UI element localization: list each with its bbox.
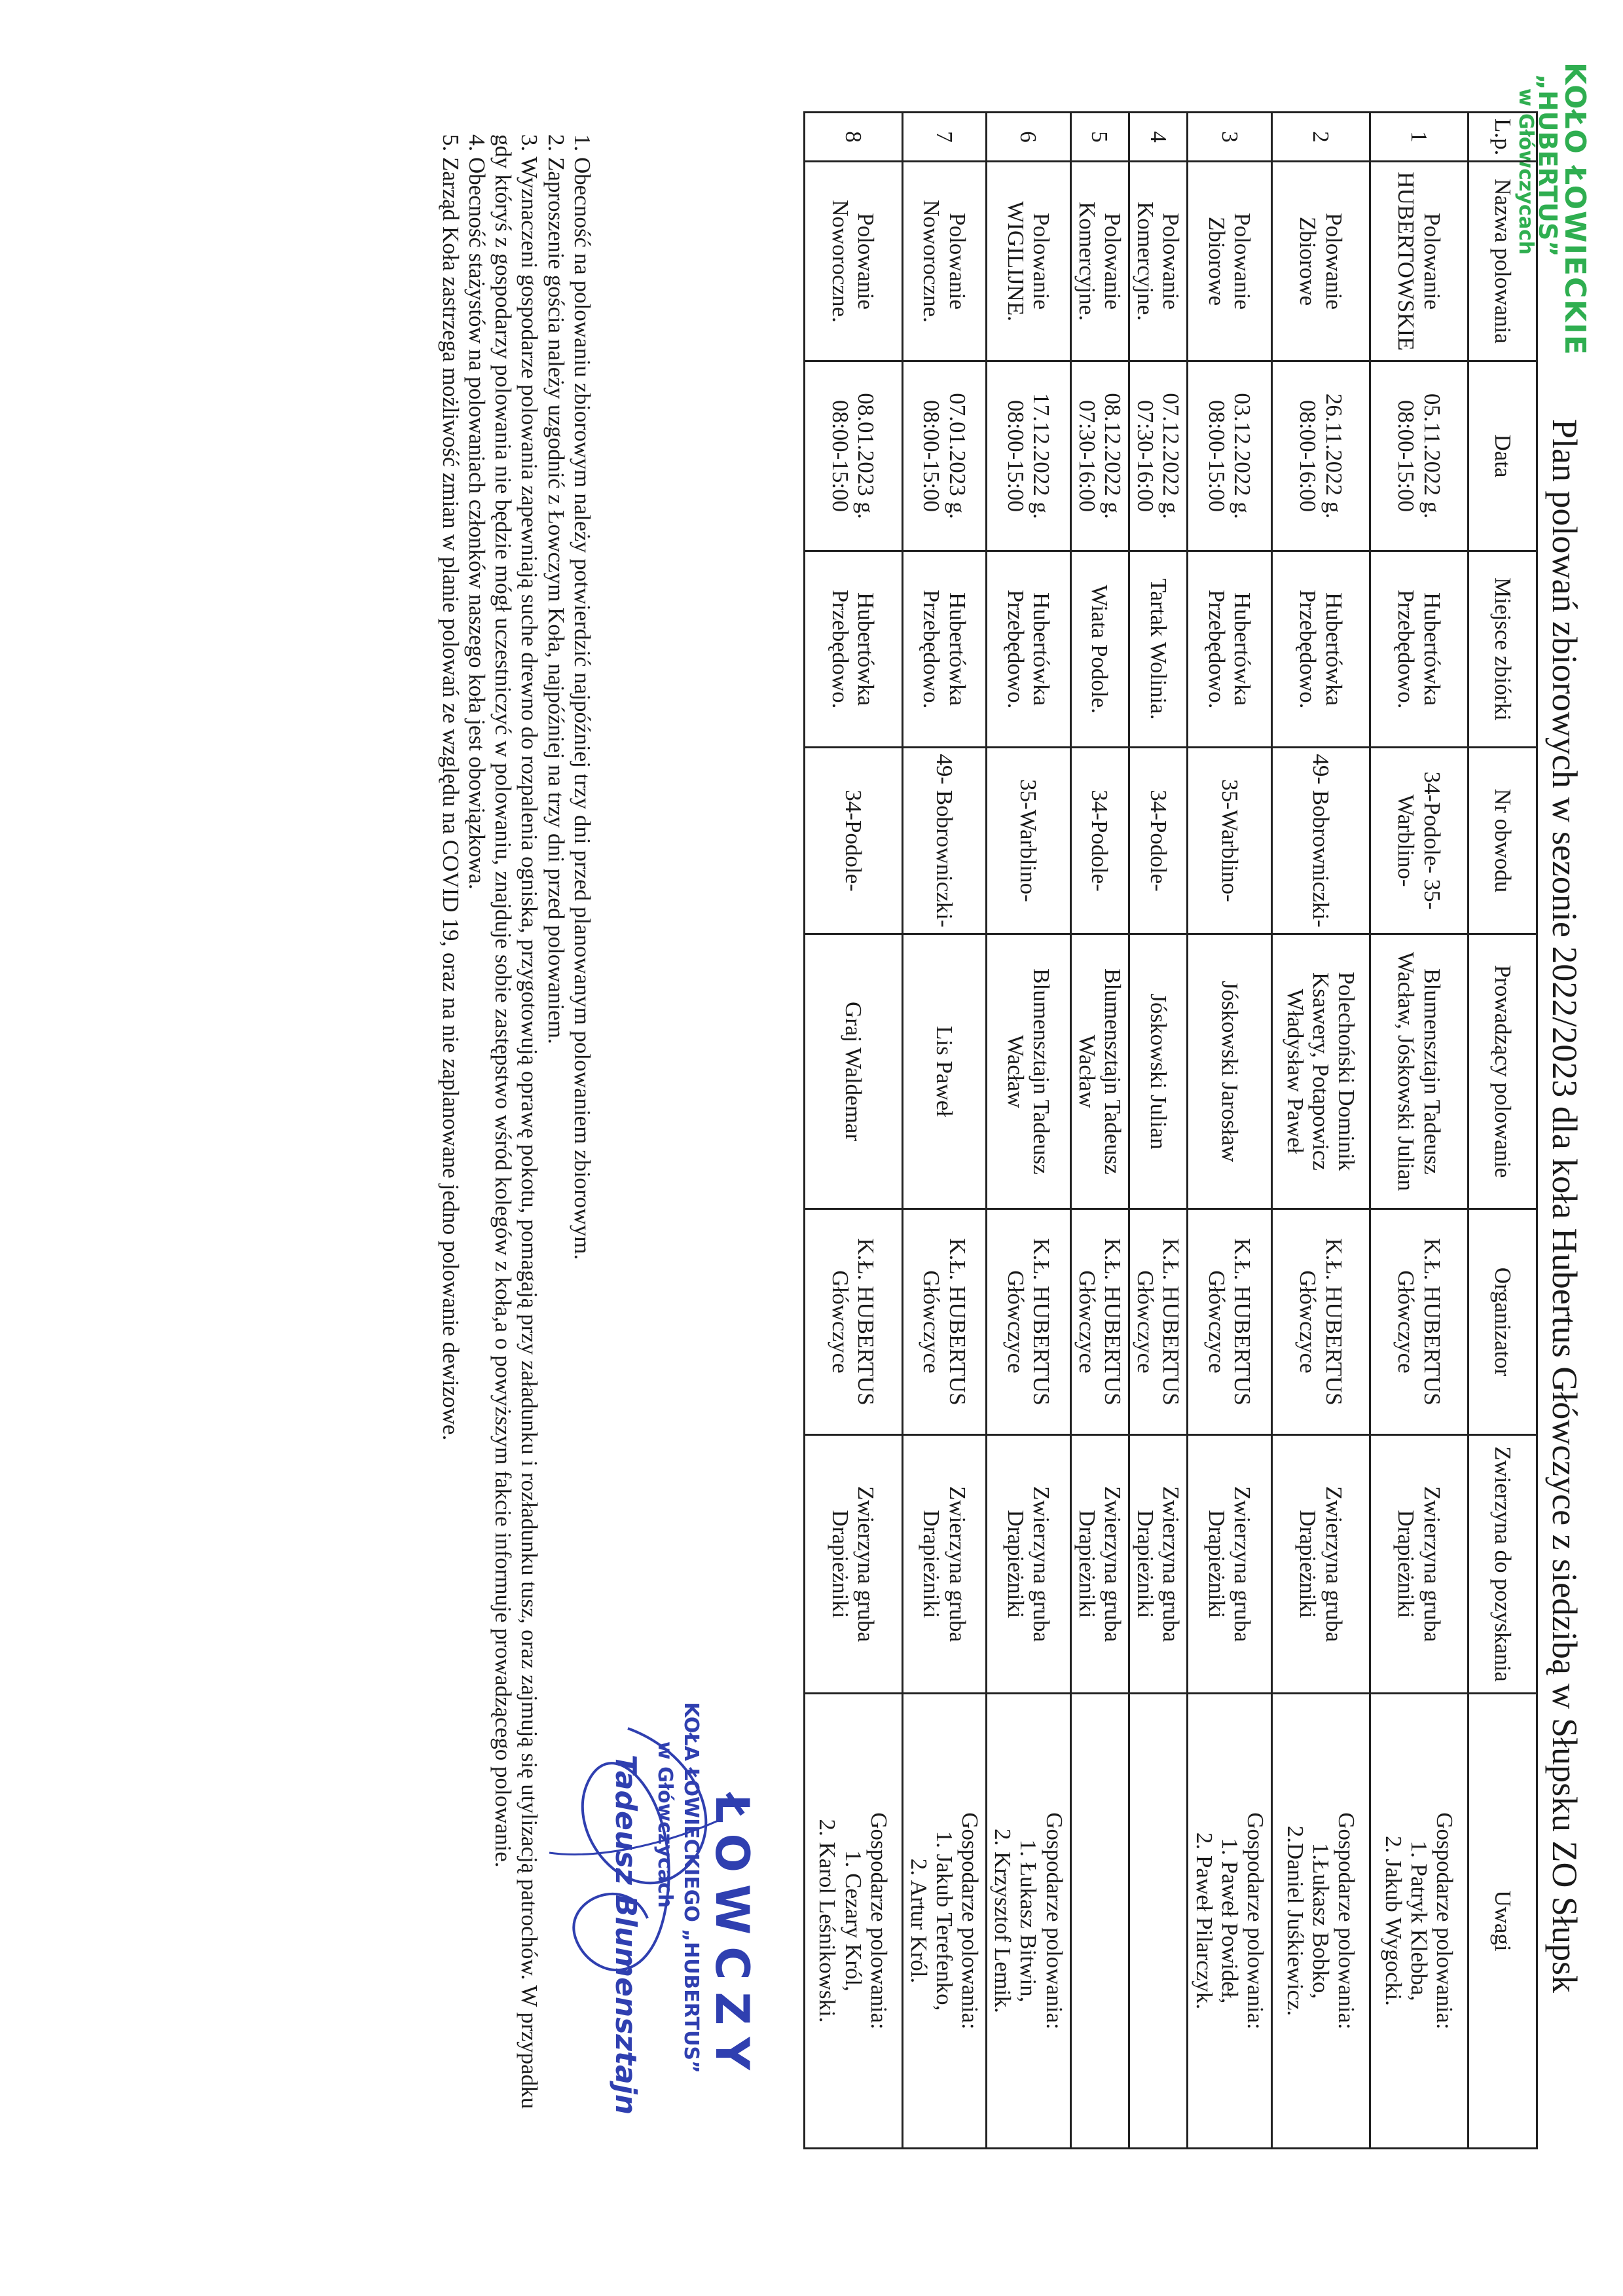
cell-place: Hubertówka Przebędowo.: [1188, 551, 1272, 748]
cell-area: 34-Podole- 35-Warblino-: [1370, 748, 1468, 934]
cell-game: Zwierzyna gruba Drapieżniki: [987, 1435, 1071, 1694]
header-area: Nr obwodu: [1468, 748, 1537, 934]
cell-lp: 7: [902, 113, 987, 162]
cell-lp: 6: [987, 113, 1071, 162]
cell-name: Polowanie WIGILIJNE.: [987, 162, 1071, 361]
cell-place: Hubertówka Przebędowo.: [1370, 551, 1468, 748]
table-row: [1188, 113, 1272, 2149]
cell-name: Polowanie Noworoczne.: [804, 162, 902, 361]
hunt-plan-table: [803, 111, 1538, 2149]
cell-place: Hubertówka Przebędowo.: [804, 551, 902, 748]
footnote-5: 5. Zarząd Koła zastrzega możliwość zmian w planie polowań ze względu na COVID 19, oraz na nie zaplanowane jedno polowanie dewizowe.: [437, 134, 464, 1441]
cell-notes: Gospodarze polowania: 1.Łukasz Bobko, 2.Daniel Juśkiewicz.: [1272, 1694, 1370, 2149]
cell-game: Zwierzyna gruba Drapieżniki: [1188, 1435, 1272, 1694]
seal-name: Tadeusz Blumensztajn: [609, 1755, 642, 2115]
header-name: Nazwa polowania: [1468, 162, 1537, 361]
cell-game: Zwierzyna gruba Drapieżniki: [804, 1435, 902, 1694]
table-row: [804, 113, 902, 2149]
cell-organizer: K.Ł. HUBERTUS Główczyce: [902, 1209, 987, 1435]
cell-lp: 4: [1129, 113, 1188, 162]
cell-notes: Gospodarze polowania: 1. Paweł Powideł, 2. Paweł Pilarczyk.: [1188, 1694, 1272, 2149]
cell-game: Zwierzyna gruba Drapieżniki: [1129, 1435, 1188, 1694]
cell-area: 34-Podole-: [804, 748, 902, 934]
footnote-3: 3. Wyznaczeni gospodarze polowania zapewniają suche drewno do rozpalenia ogniska, przygotowują oprawę pokotu, pomagają przy załadunku i rozładunku tusz, oraz zajmują się utylizacją patrochów. W przypadku gdy któryś z gospodarzy polowania nie będzie mógł uczestniczyć w polowaniu, znajduje sobie zastępstwo wśród kolegów z koła,a o powyższym fakcie informuje prowadzącego polowanie.: [490, 134, 543, 2109]
cell-place: Tartak Wolinia.: [1129, 551, 1188, 748]
cell-leader: Polechoński Dominik Ksawery, Potapowicz Władysław Paweł: [1272, 934, 1370, 1209]
cell-lp: 8: [804, 113, 902, 162]
table-row: [1129, 113, 1188, 2149]
cell-place: Hubertówka Przebędowo.: [902, 551, 987, 748]
cell-area: 49- Bobrowniczki-: [902, 748, 987, 934]
cell-leader: Blumensztajn Tadeusz Wacław: [1070, 934, 1129, 1209]
cell-date: 07.01.2023 g. 08:00-15:00: [902, 361, 987, 551]
cell-notes: [1129, 1694, 1188, 2149]
cell-area: 35-Warblino-: [1188, 748, 1272, 934]
table-header-row: [1468, 113, 1537, 2149]
cell-name: Polowanie Zbiorowe: [1188, 162, 1272, 361]
cell-date: 08.12.2022 g. 07:30-16:00: [1070, 361, 1129, 551]
cell-place: Hubertówka Przebędowo.: [987, 551, 1071, 748]
cell-organizer: K.Ł. HUBERTUS Główczyce: [804, 1209, 902, 1435]
cell-date: 03.12.2022 g. 08:00-15:00: [1188, 361, 1272, 551]
cell-area: 35-Warblino-: [987, 748, 1071, 934]
seal-line-1: KOŁA ŁOWIECKIEGO „HUBERTUS”: [680, 1702, 702, 2073]
cell-name: Polowanie Komercyjne.: [1070, 162, 1129, 361]
header-leader: Prowadzący polowanie: [1468, 934, 1537, 1209]
cell-organizer: K.Ł. HUBERTUS Główczyce: [1272, 1209, 1370, 1435]
cell-notes: [1070, 1694, 1129, 2149]
cell-place: Wiata Podole.: [1070, 551, 1129, 748]
cell-name: Polowanie HUBERTOWSKIE: [1370, 162, 1468, 361]
cell-lp: 2: [1272, 113, 1370, 162]
cell-leader: Blumensztajn Tadeusz Wacław: [987, 934, 1071, 1209]
seal-line-2: w Główczycach: [653, 1741, 676, 1908]
footnote-1: 1. Obecność na polowaniu zbiorowym należy potwierdzić najpóźniej trzy dni przed planowanym polowaniem zbiorowym.: [570, 134, 595, 1260]
cell-notes: Gospodarze polowania: 1. Cezary Król, 2. Karol Leśnikowski.: [804, 1694, 902, 2149]
cell-name: Polowanie Noworoczne.: [902, 162, 987, 361]
cell-date: 05.11.2022 g. 08:00-15:00: [1370, 361, 1468, 551]
cell-organizer: K.Ł. HUBERTUS Główczyce: [1370, 1209, 1468, 1435]
header-organizer: Organizator: [1468, 1209, 1537, 1435]
table-body: [804, 113, 1468, 2149]
cell-area: 34-Podole-: [1070, 748, 1129, 934]
cell-notes: Gospodarze polowania: 1. Jakub Terefenko, 2. Artur Król.: [902, 1694, 987, 2149]
cell-leader: Jóskowski Jarosław: [1188, 934, 1272, 1209]
cell-name: Polowanie Zbiorowe: [1272, 162, 1370, 361]
cell-leader: Jóskowski Julian: [1129, 934, 1188, 1209]
cell-lp: 1: [1370, 113, 1468, 162]
table-row: [987, 113, 1071, 2149]
cell-game: Zwierzyna gruba Drapieżniki: [1070, 1435, 1129, 1694]
cell-leader: Graj Waldemar: [804, 934, 902, 1209]
cell-date: 07.12.2022 g. 07:30-16:00: [1129, 361, 1188, 551]
cell-name: Polowanie Komercyjne.: [1129, 162, 1188, 361]
cell-leader: Blumensztajn Tadeusz Wacław, Jóskowski Julian: [1370, 934, 1468, 1209]
table-row: [1070, 113, 1129, 2149]
cell-area: 34-Podole-: [1129, 748, 1188, 934]
cell-date: 26.11.2022 g. 08:00-16:00: [1272, 361, 1370, 551]
cell-area: 49- Bobrowniczki-: [1272, 748, 1370, 934]
stamp-line-2: „HUBERTUS”: [1533, 74, 1562, 257]
cell-game: Zwierzyna gruba Drapieżniki: [1370, 1435, 1468, 1694]
cell-lp: 3: [1188, 113, 1272, 162]
cell-notes: Gospodarze polowania: 1. Łukasz Bitwin, 2. Krzysztof Lemik.: [987, 1694, 1071, 2149]
seal-title: ŁOWCZY: [705, 1794, 759, 2082]
stamp-line-1: KOŁO ŁOWIECKIE: [1558, 62, 1592, 356]
header-notes: Uwagi: [1468, 1694, 1537, 2149]
stamp-line-3: w Główczycach: [1514, 88, 1537, 255]
header-lp: L.p.: [1468, 113, 1537, 162]
table-row: [1370, 113, 1468, 2149]
header-game: Zwierzyna do pozyskania: [1468, 1435, 1537, 1694]
cell-organizer: K.Ł. HUBERTUS Główczyce: [1188, 1209, 1272, 1435]
cell-date: 17.12.2022 g. 08:00-15:00: [987, 361, 1071, 551]
cell-notes: Gospodarze polowania: 1. Patryk Klebba, 2. Jakub Wygocki.: [1370, 1694, 1468, 2149]
cell-date: 08.01.2023 g. 08:00-15:00: [804, 361, 902, 551]
header-date: Data: [1468, 361, 1537, 551]
cell-organizer: K.Ł. HUBERTUS Główczyce: [1129, 1209, 1188, 1435]
signature-scribble: [543, 1702, 759, 2069]
cell-leader: Lis Paweł: [902, 934, 987, 1209]
cell-organizer: K.Ł. HUBERTUS Główczyce: [987, 1209, 1071, 1435]
footnote-4: 4. Obecność stażystów na polowaniach członków naszego koła jest obowiązkowa.: [464, 134, 490, 890]
cell-game: Zwierzyna gruba Drapieżniki: [1272, 1435, 1370, 1694]
cell-lp: 5: [1070, 113, 1129, 162]
footnote-2: 2. Zaproszenie gościa należy uzgodnić z Łowczym Koła, najpóźniej na trzy dni przed polowaniem.: [543, 134, 569, 1044]
official-seal: [543, 1702, 759, 2115]
document-title: Plan polowań zbiorowych w sezonie 2022/2023 dla koła Hubertus Główczyce z siedzibą w Słupsku ZO Słupsk: [1545, 419, 1584, 1994]
header-place: Miejsce zbiórki: [1468, 551, 1537, 748]
cell-game: Zwierzyna gruba Drapieżniki: [902, 1435, 987, 1694]
cell-organizer: K.Ł. HUBERTUS Główczyce: [1070, 1209, 1129, 1435]
table-row: [1272, 113, 1370, 2149]
table-row: [902, 113, 987, 2149]
cell-place: Hubertówka Przebędowo.: [1272, 551, 1370, 748]
